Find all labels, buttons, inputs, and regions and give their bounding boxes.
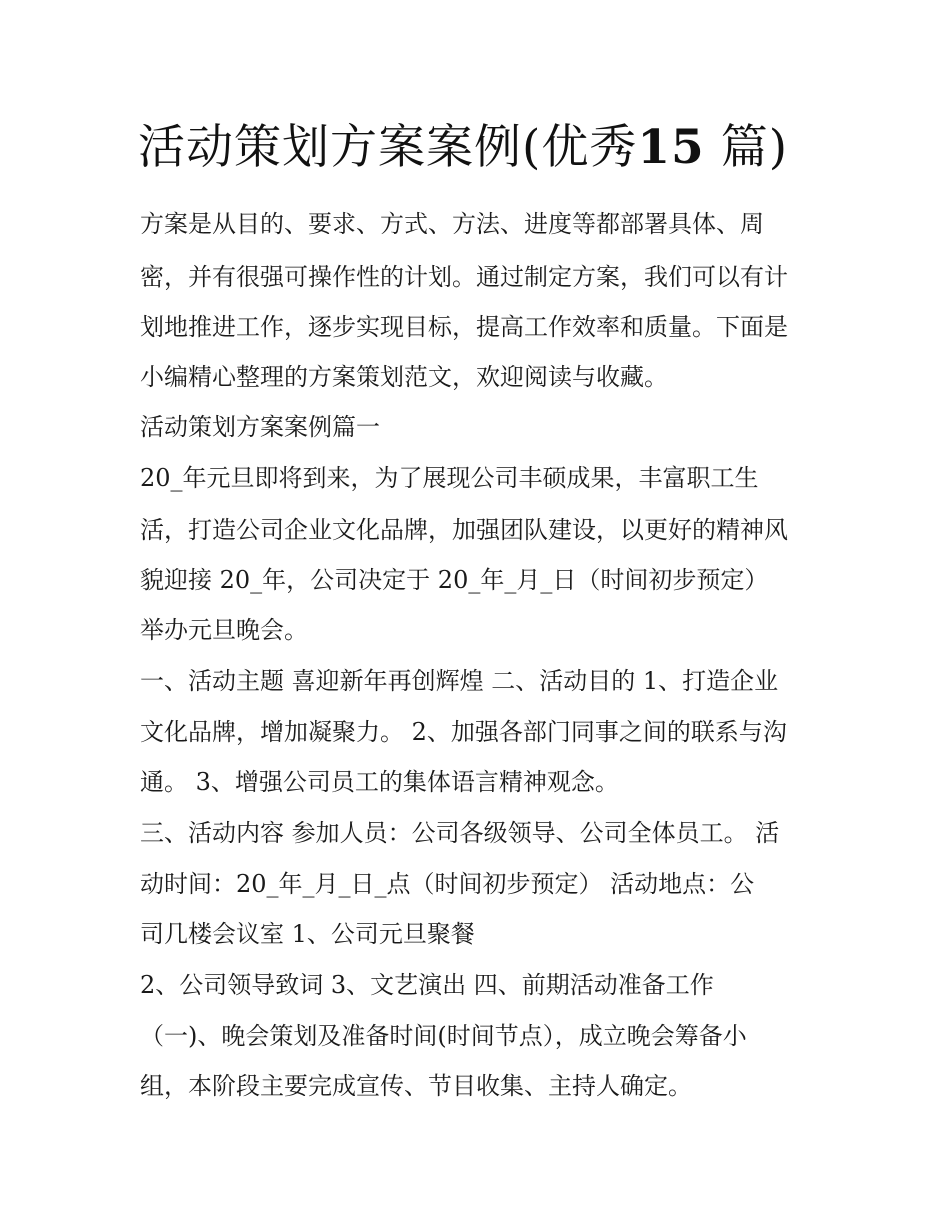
body-line: 动时间：20_年_月_日_点（时间初步预定） 活动地点：公 (140, 870, 755, 898)
document-title (138, 116, 838, 180)
intro-line: 小编精心整理的方案策划范文，欢迎阅读与收藏。 (140, 363, 668, 391)
title-suffix: 篇) (720, 120, 789, 175)
body-line: （一)、晚会策划及准备时间(时间节点），成立晚会筹备小 (140, 1022, 747, 1050)
intro-line: 密，并有很强可操作性的计划。通过制定方案，我们可以有计 (140, 263, 788, 291)
body-line: 貌迎接 20_年，公司决定于 20_年_月_日（时间初步预定） (140, 566, 769, 594)
intro-line: 划地推进工作，逐步实现目标，提高工作效率和质量。下面是 (140, 313, 788, 341)
body-line: 2、公司领导致词 3、文艺演出 四、前期活动准备工作 (140, 971, 714, 999)
intro-line: 方案是从目的、要求、方式、方法、进度等都部署具体、周 (140, 210, 764, 238)
body-line: 20_年元旦即将到来，为了展现公司丰硕成果，丰富职工生 (140, 464, 759, 492)
body-line: 司几楼会议室 1、公司元旦聚餐 (140, 920, 475, 948)
body-line: 活，打造公司企业文化品牌，加强团队建设，以更好的精神风 (140, 516, 788, 544)
section-heading: 活动策划方案案例篇一 (140, 413, 380, 441)
body-line: 三、活动内容 参加人员：公司各级领导、公司全体员工。 活 (140, 819, 780, 847)
title-text: 活动策划方案案例(优秀 (138, 120, 638, 175)
body-line: 组，本阶段主要完成宣传、节目收集、主持人确定。 (140, 1072, 692, 1100)
body-line: 文化品牌，增加凝聚力。 2、加强各部门同事之间的联系与沟 (140, 718, 787, 746)
body-line: 通。 3、增强公司员工的集体语言精神观念。 (140, 768, 619, 796)
body-line: 举办元旦晚会。 (140, 616, 308, 644)
title-number: 15 (637, 120, 705, 175)
body-line: 一、活动主题 喜迎新年再创辉煌 二、活动目的 1、打造企业 (140, 667, 779, 695)
